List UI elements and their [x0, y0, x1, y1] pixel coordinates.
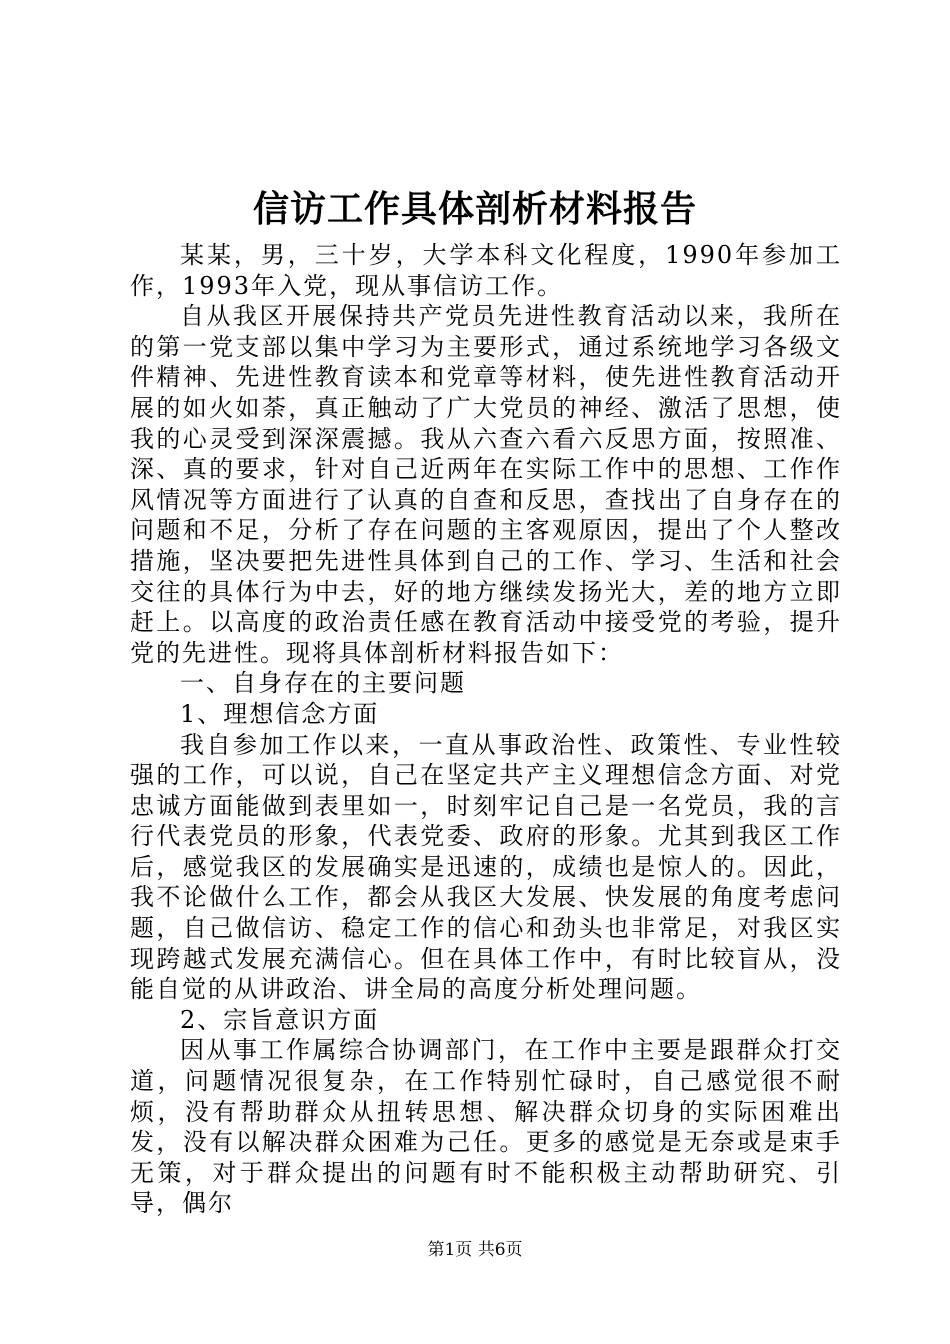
- paragraph-background: 自从我区开展保持共产党员先进性教育活动以来，我所在的第一党支部以集中学习为主要形式，通过系统地学习各级文件精神、先进性教育读本和党章等材料，使先进性教育活动开展的如火如荼，真正触动了广大党员的神经、激活了思想，使我的心灵受到深深震撼。我从六查六看六反思方面，按照准、深、真的要求，针对自己近两年在实际工作中的思想、工作作风情况等方面进行了认真的自查和反思，查找出了自身存在的问题和不足，分析了存在问题的主客观原因，提出了个人整改措施，坚决要把先进性具体到自己的工作、学习、生活和社会交往的具体行为中去，好的地方继续发扬光大，差的地方立即赶上。以高度的政治责任感在教育活动中接受党的考验，提升党的先进性。现将具体剖析材料报告如下：: [130, 302, 842, 667]
- section-heading: 一、自身存在的主要问题: [180, 669, 466, 698]
- paragraph-ideals: 我自参加工作以来，一直从事政治性、政策性、专业性较强的工作，可以说，自己在坚定共产主义理想信念方面、对党忠诚方面能做到表里如一，时刻牢记自己是一名党员，我的言行代表党员的形象，代表党委、政府的形象。尤其到我区工作后，感觉我区的发展确实是迅速的，成绩也是惊人的。因此，我不论做什么工作，都会从我区大发展、快发展的角度考虑问题，自己做信访、稳定工作的信心和劲头也非常足，对我区实现跨越式发展充满信心。但在具体工作中，有时比较盲从，没能自觉的从讲政治、讲全局的高度分析处理问题。: [130, 730, 842, 1004]
- document-body: [130, 240, 842, 1219]
- paragraph-purpose: 因从事工作属综合协调部门，在工作中主要是跟群众打交道，问题情况很复杂，在工作特别忙碌时，自己感觉很不耐烦，没有帮助群众从扭转思想、解决群众切身的实际困难出发，没有以解决群众困难为己任。更多的感觉是无奈或是束手无策，对于群众提出的问题有时不能积极主动帮助研究、引导，偶尔: [130, 1036, 842, 1218]
- subsection-heading: 2、宗旨意识方面: [180, 1005, 380, 1034]
- document-title: 信访工作具体剖析材料报告: [252, 188, 697, 230]
- subsection-heading: 1、理想信念方面: [180, 699, 380, 728]
- paragraph-intro: 某某，男，三十岁，大学本科文化程度，1990年参加工作，1993年入党，现从事信访工作。: [130, 241, 842, 300]
- page-number-footer: 第1页 共6页: [427, 1240, 523, 1260]
